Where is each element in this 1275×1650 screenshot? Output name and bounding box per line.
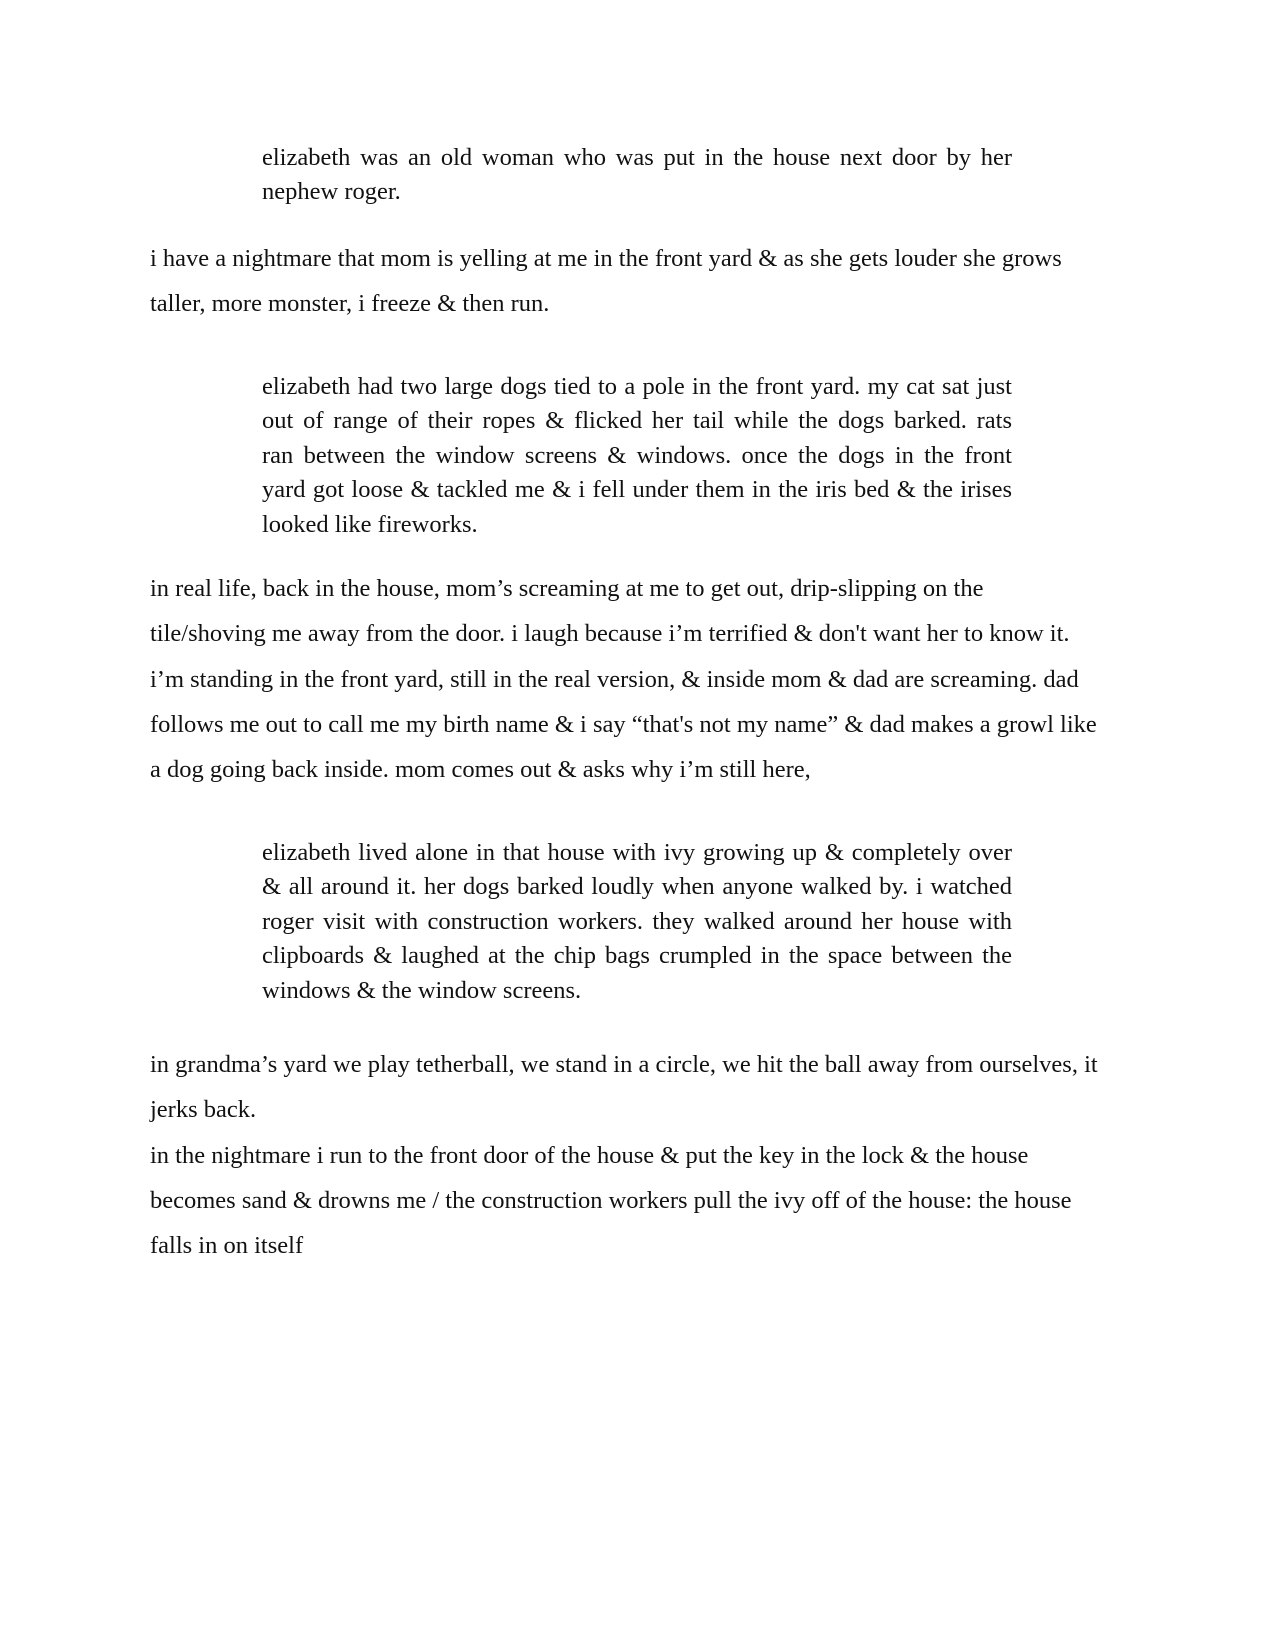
text-line: nephew roger.	[262, 178, 401, 206]
text-line: elizabeth was an old woman who was put in the house next door by her	[262, 144, 1012, 171]
text-line: elizabeth lived alone in that house with ivy growing up & completely over	[262, 839, 1012, 866]
text-line: jerks back.	[150, 1096, 257, 1124]
text-line: i have a nightmare that mom is yelling at me in the front yard & as she gets louder she grows	[150, 245, 1062, 272]
text-line: elizabeth had two large dogs tied to a pole in the front yard. my cat sat just	[262, 373, 1012, 400]
text-line: out of range of their ropes & flicked her tail while the dogs barked. rats	[262, 407, 1012, 435]
text-line: windows & the window screens.	[262, 976, 582, 1004]
indented-paragraph-2	[262, 370, 1012, 542]
text-line: a dog going back inside. mom comes out & asks why i’m still here,	[150, 756, 811, 784]
indented-paragraph-1	[262, 141, 1012, 210]
body-paragraph-2	[150, 566, 1130, 792]
text-line: taller, more monster, i freeze & then run.	[150, 290, 550, 318]
text-line: roger visit with construction workers. they walked around her house with	[262, 907, 1012, 935]
text-line: in grandma’s yard we play tetherball, we stand in a circle, we hit the ball away from ourselves, it	[150, 1051, 1098, 1078]
text-line: tile/shoving me away from the door. i laugh because i’m terrified & don't want her to know it.	[150, 620, 1070, 648]
text-line: clipboards & laughed at the chip bags crumpled in the space between the	[262, 942, 1012, 970]
text-line: in the nightmare i run to the front door of the house & put the key in the lock & the house	[150, 1141, 1029, 1169]
text-line: looked like fireworks.	[262, 510, 478, 538]
text-line: becomes sand & drowns me / the construction workers pull the ivy off of the house: the house	[150, 1186, 1072, 1214]
text-line: yard got loose & tackled me & i fell under them in the iris bed & the irises	[262, 476, 1012, 504]
body-paragraph-1	[150, 236, 1130, 327]
text-line: i’m standing in the front yard, still in the real version, & inside mom & dad are screaming. dad	[150, 665, 1079, 693]
text-line: falls in on itself	[150, 1232, 304, 1260]
body-paragraph-3	[150, 1042, 1130, 1268]
text-line: ran between the window screens & windows. once the dogs in the front	[262, 441, 1012, 469]
text-line: & all around it. her dogs barked loudly when anyone walked by. i watched	[262, 873, 1012, 901]
text-line: follows me out to call me my birth name & i say “that's not my name” & dad makes a growl like	[150, 710, 1097, 738]
text-line: in real life, back in the house, mom’s screaming at me to get out, drip-slipping on the	[150, 575, 984, 602]
indented-paragraph-3	[262, 836, 1012, 1008]
